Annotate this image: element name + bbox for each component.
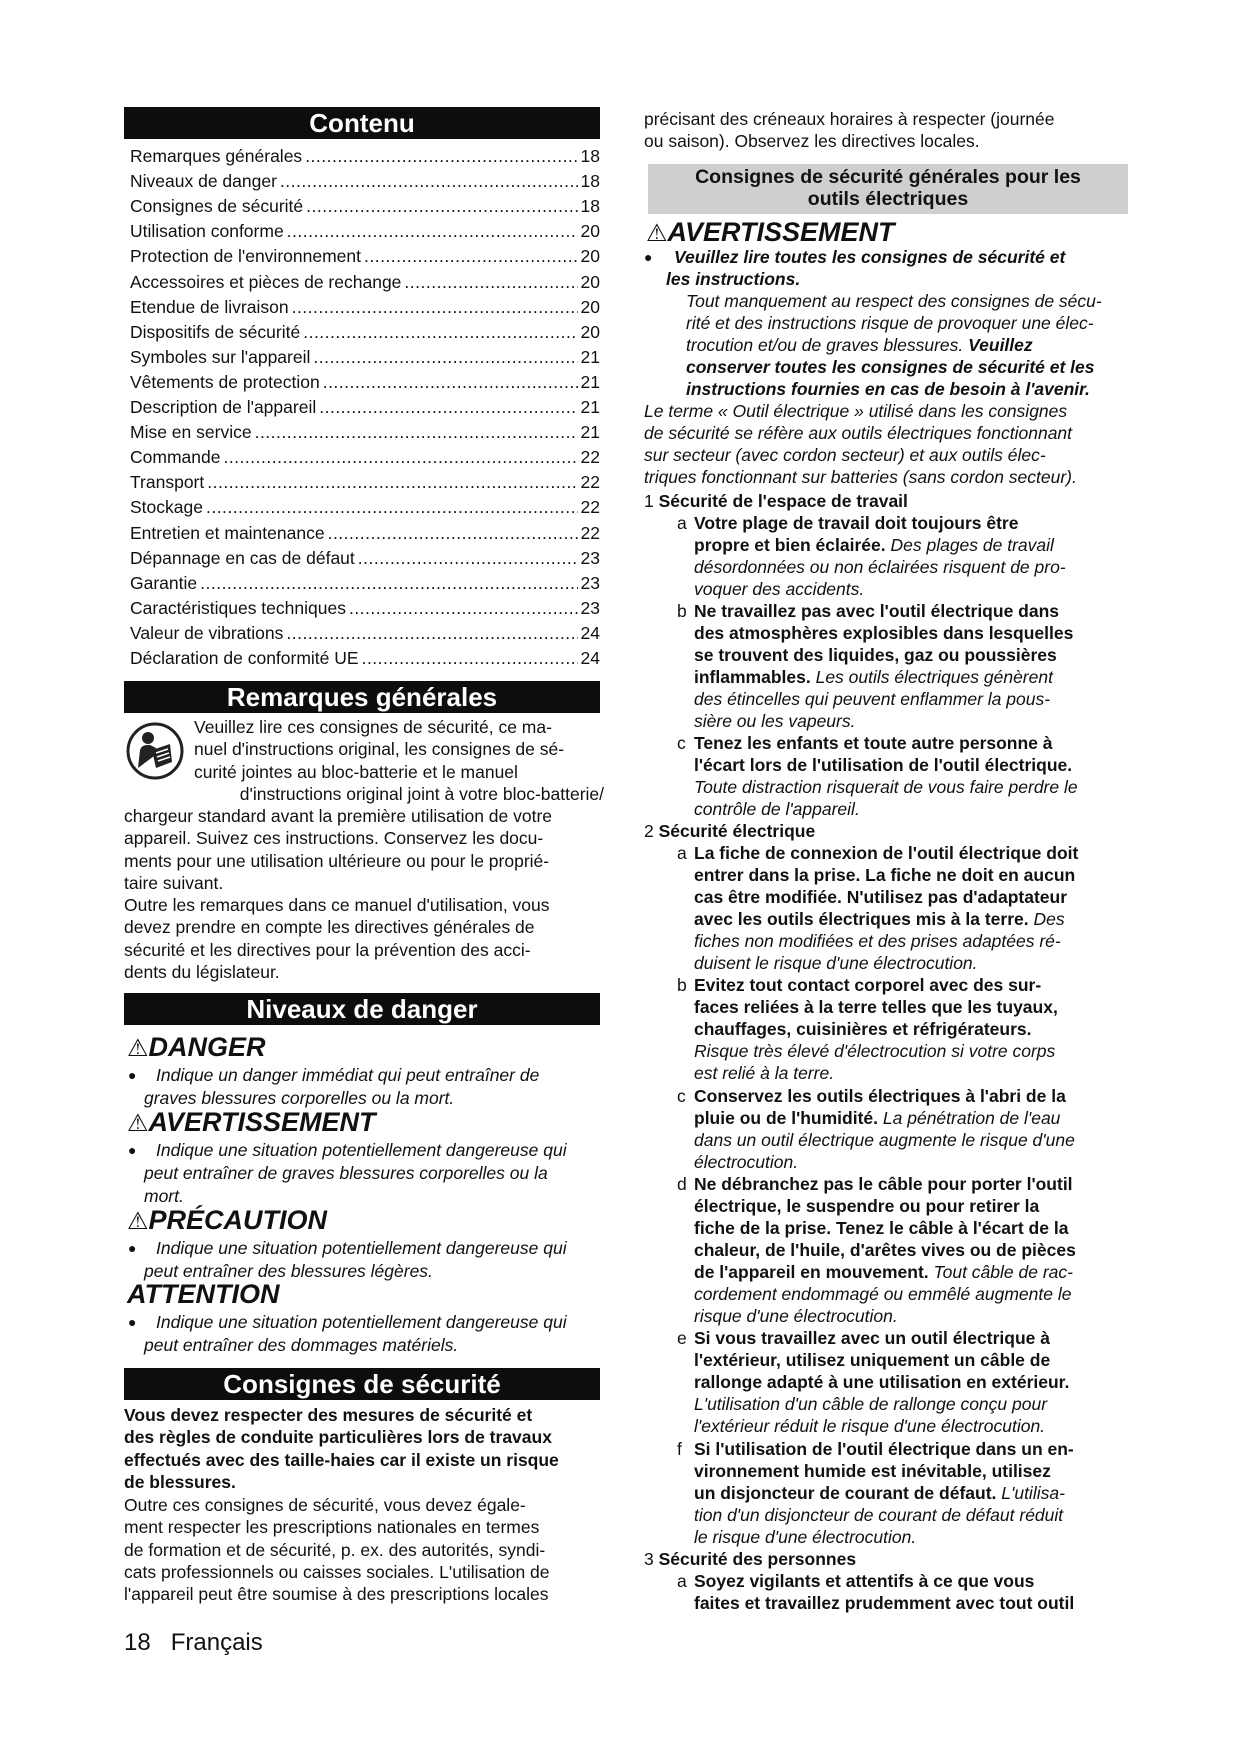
text-line: chauffages, cuisinières et réfrigérateurs.	[694, 1019, 1032, 1039]
toc-entry[interactable]	[130, 194, 600, 219]
danger-description	[128, 1064, 604, 1110]
text-line: triques fonctionnant sur batteries (sans cordon secteur).	[644, 467, 1077, 487]
item-letter: c	[677, 733, 686, 753]
toc-entry-page: 22	[580, 447, 600, 468]
toc-entry-page: 20	[580, 221, 600, 242]
text-line: l'écart lors de l'utilisation de l'outil électrique.	[694, 755, 1073, 775]
text-line: Des	[1033, 909, 1065, 929]
text-line: fiches non modifiées et des prises adaptées ré-	[694, 931, 1061, 951]
text-line: précisant des créneaux horaires à respecter (journée	[644, 109, 1055, 129]
section-3-title	[644, 1548, 856, 1570]
toc-leader-dots	[303, 320, 577, 345]
text-line: un disjoncteur de courant de défaut.	[694, 1483, 997, 1503]
text-line: cats professionnels ou caisses sociales. L'utilisation de	[124, 1561, 550, 1582]
remarques-p1-rest	[124, 805, 604, 983]
level-name: AVERTISSEMENT	[667, 217, 895, 247]
toc-entry-label: Vêtements de protection	[130, 371, 320, 392]
toc-entry-label: Caractéristiques techniques	[130, 597, 346, 618]
text-line: Conservez les outils électriques à l'abri de la	[694, 1086, 1066, 1106]
text-line: cas être modifiée. N'utilisez pas d'adaptateur	[694, 887, 1068, 907]
text-line: dans un outil électrique augmente le risque d'une	[694, 1130, 1075, 1150]
toc-entry-label: Déclaration de conformité UE	[130, 648, 359, 668]
toc-leader-dots	[349, 596, 578, 621]
toc-entry-label: Protection de l'environnement	[130, 246, 361, 267]
toc-entry-page: 23	[580, 547, 600, 568]
toc-entry-page: 20	[580, 271, 600, 292]
toc-entry-label: Dispositifs de sécurité	[130, 321, 301, 342]
section-title: Sécurité de l'espace de travail	[658, 491, 908, 511]
toc-leader-dots	[280, 169, 578, 194]
text-line: peut entraîner des dommages matériels.	[144, 1335, 459, 1355]
bullet-icon: ●	[644, 249, 653, 265]
item-letter: b	[677, 975, 687, 995]
text-line: Ne travaillez pas avec l'outil électrique dans	[694, 601, 1060, 621]
text-line: effectués avec des taille-haies car il existe un risque	[124, 1449, 559, 1470]
toc-leader-dots	[305, 144, 577, 169]
toc-entry[interactable]	[130, 470, 600, 495]
toc-entry[interactable]	[130, 646, 600, 671]
consignes-bold-intro	[124, 1404, 604, 1493]
text-line: Toute distraction risquerait de vous faire perdre le	[694, 777, 1078, 797]
text-line: avec les outils électriques mis à la terre.	[694, 909, 1029, 929]
text-line: Les outils électriques génèrent	[815, 667, 1053, 687]
toc-entry[interactable]	[130, 370, 600, 395]
avertissement-title	[127, 1106, 376, 1140]
text-line: L'utilisation d'un câble de rallonge conçu pour	[694, 1394, 1048, 1414]
toc-entry-page: 22	[580, 472, 600, 493]
text-line: Indique une situation potentiellement dangereuse qui	[156, 1312, 567, 1332]
text-line: est relié à la terre.	[694, 1063, 835, 1083]
text-line: peut entraîner de graves blessures corporelles ou la	[144, 1163, 548, 1183]
term-definition	[644, 400, 1130, 488]
text-line: contrôle de l'appareil.	[694, 799, 860, 819]
toc-entry-label: Commande	[130, 447, 221, 468]
text-line: outils électriques	[807, 188, 969, 210]
level-name: AVERTISSEMENT	[148, 1107, 376, 1137]
toc-entry[interactable]	[130, 571, 600, 596]
toc-entry-page: 21	[580, 397, 600, 417]
bullet-icon: ●	[128, 1314, 137, 1330]
read-manual-icon	[126, 722, 184, 780]
item-2d	[677, 1173, 1130, 1327]
toc-entry[interactable]	[130, 345, 600, 370]
warning-triangle-icon: ⚠	[646, 220, 668, 247]
item-2f	[677, 1438, 1130, 1548]
text-line: électrocution.	[694, 1152, 799, 1172]
item-1c	[677, 732, 1130, 820]
item-letter: e	[677, 1328, 687, 1348]
text-line: de formation et de sécurité, p. ex. des autorités, syndi-	[124, 1539, 546, 1560]
toc-entry[interactable]	[130, 596, 600, 621]
item-2e	[677, 1327, 1130, 1437]
text-line: Tenez les enfants et toute autre personne à	[694, 733, 1053, 753]
text-line: Soyez vigilants et attentifs à ce que vous	[694, 1571, 1035, 1591]
toc-entry[interactable]	[130, 621, 600, 646]
toc-entry-page: 18	[580, 146, 600, 166]
danger-title	[127, 1031, 266, 1065]
text-line: trocution et/ou de graves blessures.	[686, 335, 964, 355]
toc-entry-label: Etendue de livraison	[130, 296, 289, 317]
toc-entry-page: 18	[580, 171, 600, 192]
text-line: risque d'une électrocution.	[694, 1306, 898, 1326]
level-name: PRÉCAUTION	[148, 1205, 328, 1235]
text-line: graves blessures corporelles ou la mort.	[144, 1088, 455, 1108]
text-line: rité et des instructions risque de provoquer une élec-	[686, 313, 1094, 333]
text-line: ou saison). Observez les directives locales.	[644, 131, 980, 152]
toc-entry[interactable]	[130, 521, 600, 546]
toc-leader-dots	[287, 219, 578, 244]
item-2c	[677, 1085, 1130, 1173]
text-line: Veuillez	[968, 335, 1033, 355]
text-line: Tout manquement au respect des consignes de sécu-	[686, 291, 1102, 311]
general-safety-heading	[648, 164, 1128, 214]
toc-entry-label: Mise en service	[130, 422, 252, 443]
text-line: peut entraîner des blessures légères.	[144, 1261, 433, 1281]
text-line: de l'appareil en mouvement.	[694, 1262, 929, 1282]
toc-entry[interactable]	[130, 270, 600, 295]
text-line: sur secteur (avec cordon secteur) et aux outils élec-	[644, 445, 1046, 465]
text-line: se trouvent des liquides, gaz ou poussières	[694, 645, 1057, 665]
toc-leader-dots	[306, 194, 577, 219]
toc-entry-label: Accessoires et pièces de rechange	[130, 271, 402, 292]
text-line: pluie ou de l'humidité.	[694, 1108, 879, 1128]
text-line: Ne débranchez pas le câble pour porter l'outil	[694, 1174, 1073, 1194]
text-line: fiche de la prise. Tenez le câble à l'écart de la	[694, 1218, 1069, 1238]
attention-title: ATTENTION	[127, 1279, 280, 1309]
toc-entry-label: Stockage	[130, 497, 203, 518]
avertissement-description	[128, 1139, 604, 1208]
level-name: DANGER	[148, 1032, 266, 1062]
text-line: rallonge adapté à une utilisation en extérieur.	[694, 1372, 1070, 1392]
text-line: appareil. Suivez ces instructions. Conservez les docu-	[124, 828, 544, 849]
toc-leader-dots	[358, 546, 578, 571]
text-line: conserver toutes les consignes de sécurité et les	[686, 357, 1095, 377]
toc-leader-dots	[319, 395, 577, 420]
item-2b	[677, 974, 1130, 1084]
toc-entry-label: Niveaux de danger	[130, 171, 277, 192]
remarques-p1-indented	[194, 716, 604, 805]
warning-triangle-icon: ⚠	[127, 1110, 149, 1137]
attention-description	[128, 1311, 604, 1357]
text-line: d'instructions original joint à votre bloc-batterie/	[239, 783, 604, 804]
warning-triangle-icon: ⚠	[127, 1208, 149, 1235]
text-line: désordonnées ou non éclairées risquent de pro-	[694, 557, 1066, 577]
precaution-title	[127, 1204, 327, 1238]
section-number: 1	[644, 491, 654, 511]
text-line: des étincelles qui peuvent enflammer la pous-	[694, 689, 1051, 709]
toc-entry[interactable]	[130, 244, 600, 269]
text-line: propre et bien éclairée.	[694, 535, 886, 555]
toc-leader-dots	[362, 646, 578, 671]
item-2a	[677, 842, 1130, 974]
section-1-title	[644, 490, 908, 512]
item-letter: f	[677, 1439, 682, 1459]
text-line: sière ou les vapeurs.	[694, 711, 856, 731]
toc-entry[interactable]	[130, 295, 600, 320]
toc-entry[interactable]	[130, 395, 600, 420]
text-line: Indique une situation potentiellement dangereuse qui	[156, 1140, 567, 1160]
niveaux-heading: Niveaux de danger	[124, 993, 600, 1025]
text-line: Le terme « Outil électrique » utilisé dans les consignes	[644, 401, 1068, 421]
text-line: inflammables.	[694, 667, 811, 687]
text-line: Consignes de sécurité générales pour les	[695, 166, 1081, 188]
text-line: devez prendre en compte les directives générales de	[124, 917, 535, 938]
toc-entry-label: Remarques générales	[130, 146, 303, 166]
bullet-icon: ●	[128, 1142, 137, 1158]
toc-leader-dots	[292, 295, 578, 320]
toc-entry-page: 21	[580, 371, 600, 392]
text-line: vironnement humide est inévitable, utilisez	[694, 1461, 1051, 1481]
bullet-icon: ●	[128, 1067, 137, 1083]
section-title: Sécurité électrique	[658, 821, 816, 841]
toc-leader-dots	[207, 470, 577, 495]
item-letter: d	[677, 1174, 687, 1194]
toc-entry-label: Garantie	[130, 572, 198, 593]
toc-entry[interactable]	[130, 495, 600, 520]
toc-entry-page: 21	[580, 346, 600, 367]
item-letter: a	[677, 843, 687, 863]
toc-heading: Contenu	[124, 107, 600, 139]
text-line: nuel d'instructions original, les consignes de sé-	[194, 739, 565, 760]
toc-leader-dots	[364, 244, 578, 269]
toc-entry-label: Symboles sur l'appareil	[130, 346, 311, 367]
text-line: Si vous travaillez avec un outil électrique à	[694, 1328, 1050, 1348]
toc-leader-dots	[255, 420, 578, 445]
toc-leader-dots	[200, 571, 577, 596]
continued-text	[644, 108, 1130, 153]
item-letter: b	[677, 601, 687, 621]
precaution-description	[128, 1237, 604, 1283]
section-2-title	[644, 820, 815, 842]
warning-triangle-icon: ⚠	[127, 1035, 149, 1062]
consignes-body	[124, 1494, 604, 1605]
text-line: dents du législateur.	[124, 962, 280, 983]
toc-entry-page: 23	[580, 597, 600, 618]
remarques-heading: Remarques générales	[124, 681, 600, 713]
toc-entry-page: 23	[580, 572, 600, 593]
toc-entry-label: Dépannage en cas de défaut	[130, 547, 355, 568]
text-line: l'appareil peut être soumise à des prescriptions locales	[124, 1584, 549, 1605]
text-line: de sécurité se réfère aux outils électriques fonctionnant	[644, 423, 1073, 443]
text-line: de blessures.	[124, 1471, 236, 1492]
section-number: 3	[644, 1549, 654, 1569]
toc-entry-page: 22	[580, 522, 600, 543]
page-footer	[124, 1628, 263, 1658]
text-line: chargeur standard avant la première utilisation de votre	[124, 806, 553, 826]
text-line: La fiche de connexion de l'outil électrique doit	[694, 843, 1079, 863]
text-line: Tout câble de rac-	[933, 1262, 1073, 1282]
text-line: curité jointes au bloc-batterie et le manuel	[194, 761, 518, 782]
text-line: Si l'utilisation de l'outil électrique dans un en-	[694, 1439, 1074, 1459]
text-line: cordement endommagé ou emmêlé augmente le	[694, 1284, 1072, 1304]
text-line: le risque d'une électrocution.	[694, 1527, 917, 1547]
text-line: Des plages de travail	[890, 535, 1054, 555]
toc-entry[interactable]	[130, 320, 600, 345]
toc-entry-label: Entretien et maintenance	[130, 522, 325, 543]
text-line: voquer des accidents.	[694, 579, 865, 599]
toc-entry[interactable]	[130, 219, 600, 244]
item-1b	[677, 600, 1130, 732]
text-line: Votre plage de travail doit toujours être	[694, 513, 1019, 533]
toc-entry[interactable]	[130, 169, 600, 194]
text-line: tion d'un disjoncteur de courant de défaut réduit	[694, 1505, 1064, 1525]
text-line: duisent le risque d'une électrocution.	[694, 953, 978, 973]
text-line: Outre les remarques dans ce manuel d'utilisation, vous	[124, 895, 550, 916]
text-line: entrer dans la prise. La fiche ne doit en aucun	[694, 865, 1076, 885]
text-line: Outre ces consignes de sécurité, vous devez égale-	[124, 1495, 526, 1515]
toc-entry-label: Consignes de sécurité	[130, 196, 304, 217]
section-number: 2	[644, 821, 654, 841]
toc-entry-page: 24	[580, 648, 600, 668]
text-line: mort.	[144, 1186, 184, 1206]
avertissement-title	[646, 216, 895, 250]
toc-leader-dots	[206, 495, 578, 520]
text-line: ments pour une utilisation ultérieure ou pour le proprié-	[124, 850, 550, 871]
section-title: Sécurité des personnes	[658, 1549, 857, 1569]
toc-entry-page: 18	[580, 196, 600, 217]
consignes-heading: Consignes de sécurité	[124, 1368, 600, 1400]
text-line: La pénétration de l'eau	[882, 1108, 1061, 1128]
text-line: L'utilisa-	[1001, 1483, 1065, 1503]
text-line: des atmosphères explosibles dans lesquelles	[694, 623, 1074, 643]
text-line: Risque très élevé d'électrocution si votre corps	[694, 1041, 1056, 1061]
text-line: les instructions.	[666, 269, 801, 289]
item-letter: a	[677, 1571, 687, 1591]
text-line: l'extérieur, utilisez uniquement un câble de	[694, 1350, 1051, 1370]
item-1a	[677, 512, 1130, 600]
text-line: l'extérieur réduit le risque d'une électrocution.	[694, 1416, 1046, 1436]
text-line: sécurité et les directives pour la prévention des acci-	[124, 939, 531, 960]
text-line: Indique une situation potentiellement dangereuse qui	[156, 1238, 567, 1258]
toc-leader-dots	[286, 621, 577, 646]
text-line: faces reliées à la terre telles que les tuyaux,	[694, 997, 1058, 1017]
toc-entry[interactable]	[130, 144, 600, 169]
text-line: Evitez tout contact corporel avec des sur-	[694, 975, 1042, 995]
text-line: Veuillez lire toutes les consignes de sécurité et	[674, 247, 1066, 267]
text-line: des règles de conduite particulières lors de travaux	[124, 1427, 552, 1448]
toc-leader-dots	[223, 445, 577, 470]
text-line: ment respecter les prescriptions nationales en termes	[124, 1517, 540, 1538]
toc-entry-page: 20	[580, 296, 600, 317]
text-line: chaleur, de l'huile, d'arêtes vives ou de pièces	[694, 1240, 1076, 1260]
text-line: instructions fournies en cas de besoin à l'avenir.	[686, 379, 1090, 399]
bullet-icon: ●	[128, 1240, 137, 1256]
toc-entry-label: Valeur de vibrations	[130, 622, 284, 643]
text-line: Veuillez lire ces consignes de sécurité, ce ma-	[194, 717, 552, 737]
item-letter: c	[677, 1086, 686, 1106]
text-line: faites et travaillez prudemment avec tout outil	[694, 1593, 1075, 1613]
toc-entry-page: 21	[580, 422, 600, 443]
toc-entry-page: 20	[580, 246, 600, 267]
text-line: Vous devez respecter des mesures de sécurité et	[124, 1405, 533, 1425]
text-line: électrique, le suspendre ou pour retirer la	[694, 1196, 1040, 1216]
toc-entry[interactable]	[130, 546, 600, 571]
toc-entry[interactable]	[130, 445, 600, 470]
toc-entry-page: 20	[580, 321, 600, 342]
item-letter: a	[677, 513, 687, 533]
toc-leader-dots	[323, 370, 578, 395]
toc-leader-dots	[328, 521, 578, 546]
toc-leader-dots	[404, 270, 577, 295]
toc-entry-page: 24	[580, 622, 600, 643]
toc-leader-dots	[313, 345, 577, 370]
text-line: taire suivant.	[124, 872, 224, 893]
toc-entry-label: Utilisation conforme	[130, 221, 284, 242]
warning-bullet	[644, 246, 1132, 400]
toc-entry-label: Description de l'appareil	[130, 397, 317, 417]
toc-entry-label: Transport	[130, 472, 205, 493]
page-number: 18	[124, 1629, 151, 1656]
text-line: Indique un danger immédiat qui peut entraîner de	[156, 1065, 540, 1085]
item-3a	[677, 1570, 1130, 1614]
language-label: Français	[170, 1629, 263, 1656]
toc-entry[interactable]	[130, 420, 600, 445]
toc-entry-page: 22	[580, 497, 600, 518]
